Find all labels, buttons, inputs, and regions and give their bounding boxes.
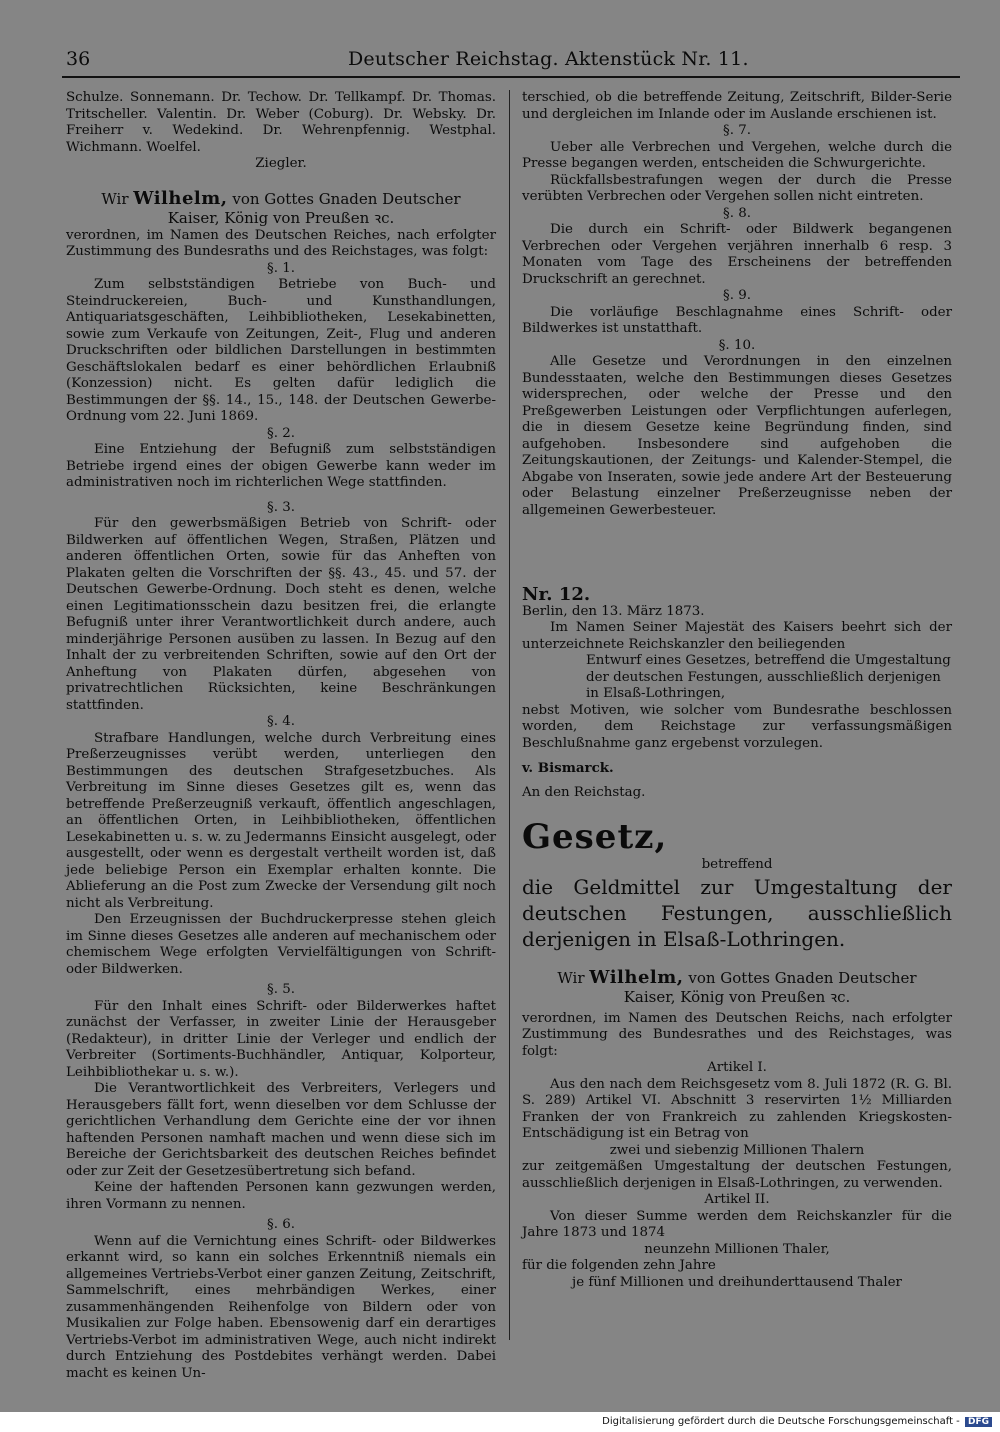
section-4-text: Strafbare Handlungen, welche durch Verbreitung eines Preßerzeugnisses verübt werden, unterliegen den Bestimmungen des deutschen Strafgesetzbuches. Als Verbreitung im Sinne dieses Gesetzes gilt es, wenn das betreffende Preßerzeugniß verkauft, öffentlich angeschlagen, an öffentlichen Orten, in Leihbibliotheken, öffentlichen Lesekabinetten u. s. w. zu Jedermanns Einsicht ausgelegt, oder ausgestellt, oder wenn es dergestalt vertheilt worden ist, daß jede beliebige Person ein Exemplar erhalten konnte. Die Ablieferung an die Post zum Zwecke der Versendung gilt noch nicht als Verbreitung. [66,730,496,911]
section-7-heading: §. 7. [723,123,751,138]
section-5-heading: §. 5. [267,982,295,997]
footer-text: Digitalisierung gefördert durch die Deutsche Forschungsgemeinschaft - [602,1416,960,1427]
preamble-gnaden: von Gottes Gnaden Deutscher [232,189,461,208]
cover-letter-entwurf: Entwurf eines Gesetzes, betreffend die Umgestaltung der deutschen Festungen, ausschließlich derjenigen in Elsaß-Lothringen, [586,653,951,701]
signatories: Schulze. Sonnemann. Dr. Techow. Dr. Tellkampf. Dr. Thomas. Tritscheller. Valentin. Dr. Weber (Coburg). Dr. Websky. Dr. Freiherr v. Wedekind. Dr. Wehrenpfennig. Westphal. Wichmann. Woelfel. [66,90,496,155]
section-6-continuation: terschied, ob die betreffende Zeitung, Zeitschrift, Bilder-Serie und dergleichen im Inlande oder im Auslande erschienen ist. [522,90,952,122]
law-preamble-wir: Wir [557,968,585,987]
law-title: die Geldmittel zur Umgestaltung der deutschen Festungen, ausschließlich derjenigen in Elsaß-Lothringen. [522,874,952,951]
preamble-verordnen: verordnen, im Namen des Deutschen Reiches, nach erfolgter Zustimmung des Bundesraths und des Reichstages, was folgt: [66,227,496,259]
section-2-heading: §. 2. [267,425,295,441]
column-divider [509,90,510,1340]
digitization-footer [602,1416,992,1427]
law-preamble-wilhelm: Wilhelm, [589,966,684,988]
section-8-heading: §. 8. [723,205,751,221]
document-number: Nr. 12. [522,584,591,605]
article-1-text-2: zur zeitgemäßen Umgestaltung der deutschen Festungen, ausschließlich derjenigen in Elsaß-Lothringen, zu verwenden. [522,1159,952,1191]
section-1-heading: §. 1. [267,260,295,276]
section-9-heading: §. 9. [723,288,751,303]
section-10-heading: §. 10. [718,337,756,353]
preamble-wir: Wir [101,189,129,208]
page-number: 36 [66,48,91,70]
addressee: An den Reichstag. [522,784,646,800]
section-5-text: Für den Inhalt eines Schrift- oder Bilderwerkes haftet zunächst der Verfasser, in zweiter Linie der Herausgeber (Redakteur), in dritter Linie der Verleger und endlich der Verbreiter (Sortiments-Buchhändler, Antiquar, Kolporteur, Leihbibliothekar u. s. w.). [66,998,496,1080]
section-6-heading: §. 6. [267,1217,295,1232]
section-1-text: Zum selbstständigen Betriebe von Buch- und Steindruckereien, Buch- und Kunsthandlungen, Antiquariatsgeschäften, Leihbibliotheken, Lesekabinetten, sowie zum Verkaufe von Zeitungen, Zeit-, Flug und anderen Druckschriften oder bildlichen Darstellungen in bestimmten Geschäftslokalen bedarf es einer behördlichen Erlaubniß (Konzession) nicht. Es gelten dafür lediglich die Bestimmungen der §§. 14., 15., 148. der Deutschen Gewerbe-Ordnung vom 22. Juni 1869. [66,277,496,424]
section-4-heading: §. 4. [267,714,295,729]
running-header: Deutscher Reichstag. Aktenstück Nr. 11. [348,48,749,70]
section-2-text: Eine Entziehung der Befugniß zum selbstständigen Betriebe irgend eines der obigen Gewerbe kann weder im administrativen noch im richterlichen Wege stattfinden. [66,442,496,490]
article-1-amount: zwei und siebenzig Millionen Thalern [609,1142,865,1158]
left-column [66,90,496,1382]
dfg-logo: DFG [965,1417,992,1427]
cover-letter-motiven: nebst Motiven, wie solcher vom Bundesrathe beschlossen worden, dem Reichstage zur verfassungsmäßigen Beschlußnahme ganz ergebenst vorzulegen. [522,702,952,751]
law-preamble-heading [522,968,952,988]
section-5-text-2: Die Verantwortlichkeit des Verbreiters, Verlegers und Herausgebers fällt fort, wenn dieselben vor dem Schlusse der gerichtlichen Verhandlung dem Gerichte eine der vor ihnen haftenden Personen namhaft machen und wenn diese sich im Bereiche der Gerichtsbarkeit des deutschen Reiches befindet oder zur Zeit der Gesetzesübertretung sich befand. [66,1081,496,1179]
cover-letter-intro: Im Namen Seiner Majestät des Kaisers beehrt sich der unterzeichnete Reichskanzler den beiliegenden [522,620,952,652]
law-betreffend: betreffend [701,857,773,872]
signature: v. Bismarck. [522,760,614,776]
document-date: Berlin, den 13. März 1873. [522,603,705,619]
law-preamble-verordnen: verordnen, im Namen des Deutschen Reichs, nach erfolgter Zustimmung des Bundesrathes und des Reichstages, was folgt: [522,1010,952,1059]
section-4-text-2: Den Erzeugnissen der Buchdruckerpresse stehen gleich im Sinne dieses Gesetzes alle anderen auf mechanischem oder chemischem Wege erfolgten Vervielfältigungen von Schrift- oder Bildwerken. [66,912,496,977]
section-10-text: Alle Gesetze und Verordnungen in den einzelnen Bundesstaaten, welche den Bestimmungen dieses Gesetzes widersprechen, oder welche der Presse und den Preßgewerben Leistungen oder Verpflichtungen auferlegen, die in diesem Gesetze keine Begründung finden, sind aufgehoben. Insbesondere sind aufgehoben die Zeitungskautionen, der Zeitungs- und Kalender-Stempel, die Abgabe von Inseraten, sowie jede andere Art der Besteuerung oder Belastung einzelner Preßerzeugnisse neben der allgemeinen Gewerbesteuer. [522,354,952,518]
section-5-text-3: Keine der haftenden Personen kann gezwungen werden, ihren Vormann zu nennen. [66,1180,496,1212]
law-heading: Gesetz, [522,817,668,857]
section-3-text: Für den gewerbsmäßigen Betrieb von Schrift- oder Bildwerken auf öffentlichen Wegen, Straßen, Plätzen und anderen öffentlichen Orten, sowie für das Anheften von Plakaten gelten die Vorschriften der §§. 43., 45. und 57. der Deutschen Gewerbe-Ordnung. Doch steht es denen, welche einen Legitimationsschein dazu besitzen frei, die erlangte Befugniß unter ihrer Verantwortlichkeit durch andere, auch minderjährige Personen ausüben zu lassen. In Bezug auf den Inhalt der zu verbreitenden Schriften, sowie auf den Ort der Anheftung von Plakaten dürfen, abgesehen von privatrechtlichen Rücksichten, keine Beschränkungen stattfinden. [66,516,496,713]
article-2-amount-2: je fünf Millionen und dreihunderttausend Thaler [572,1274,902,1290]
section-6-text: Wenn auf die Vernichtung eines Schrift- oder Bildwerkes erkannt wird, so kann ein solches Erkenntniß niemals ein allgemeines Vertriebs-Verbot einer ganzen Zeitung, Zeitschrift, Sammelschrift, eines mehrbändigen Werkes, einer zusammenhängenden Reihenfolge von Bildern oder von Musikalien zur Folge haben. Ebensowenig darf ein derartiges Vertriebs-Verbot im administrativen Wege, auch nicht indirekt durch Entziehung des Postdebites verhängt werden. Dabei macht es keinen Un- [66,1233,496,1381]
header-rule [62,76,960,78]
preamble-kaiser: Kaiser, König von Preußen ꝛc. [167,208,395,227]
law-preamble-kaiser: Kaiser, König von Preußen ꝛc. [623,987,851,1006]
right-column [522,90,952,1291]
preamble-wilhelm: Wilhelm, [133,187,228,209]
article-2-amount-1: neunzehn Millionen Thaler, [644,1241,830,1257]
article-2-text: Von dieser Summe werden dem Reichskanzler für die Jahre 1873 und 1874 [522,1208,952,1240]
article-2-text-2: für die folgenden zehn Jahre [522,1258,716,1273]
section-8-text: Die durch ein Schrift- oder Bildwerk begangenen Verbrechen oder Vergehen verjähren innerhalb 6 resp. 3 Monaten vom Tage des Erscheinens der betreffenden Druckschrift an gerechnet. [522,222,952,287]
article-2-heading: Artikel II. [704,1192,770,1207]
section-7-text-2: Rückfallsbestrafungen wegen der durch die Presse verübten Verbrechen oder Vergehen sollen nicht eintreten. [522,172,952,204]
last-signatory: Ziegler. [255,156,307,171]
section-9-text: Die vorläufige Beschlagnahme eines Schrift- oder Bildwerkes ist unstatthaft. [522,304,952,336]
law-preamble-gnaden: von Gottes Gnaden Deutscher [688,968,917,987]
preamble-heading [66,189,496,209]
section-7-text: Ueber alle Verbrechen und Vergehen, welche durch die Presse begangen werden, entscheiden die Schwurgerichte. [522,139,952,171]
section-3-heading: §. 3. [267,499,295,515]
article-1-text: Aus den nach dem Reichsgesetz vom 8. Juli 1872 (R. G. Bl. S. 289) Artikel VI. Abschnitt 3 reservirten 1½ Milliarden Franken der von Frankreich zu zahlenden Kriegskosten-Entschädigung ist ein Betrag von [522,1076,952,1141]
article-1-heading: Artikel I. [707,1060,767,1075]
